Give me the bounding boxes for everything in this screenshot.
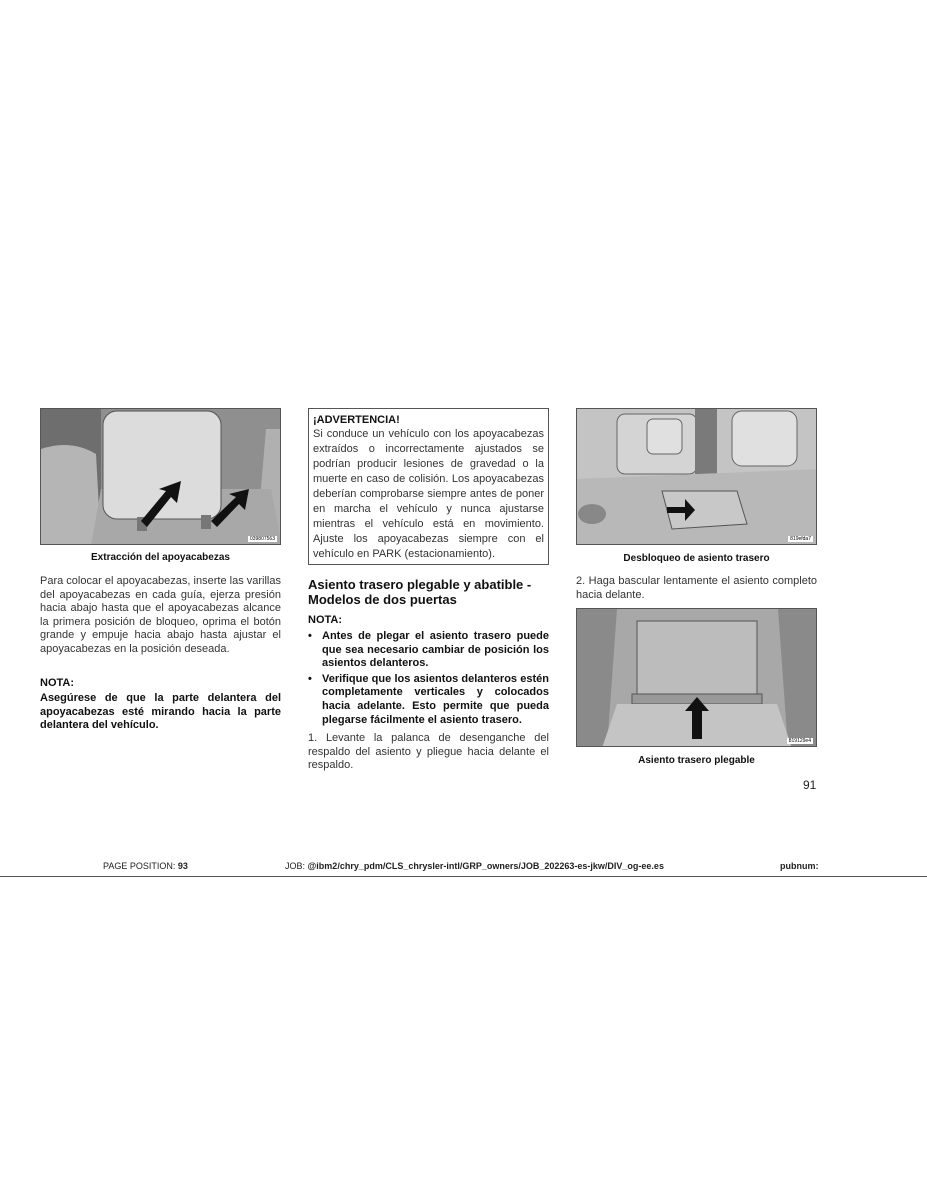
headrest-removal-figure (40, 408, 281, 545)
rear-seat-unlock-figure (576, 408, 817, 545)
section-title: Asiento trasero plegable y abatible - Modelos de dos puertas (308, 577, 532, 607)
bullet-text: Verifique que los asientos delanteros estén completamente verticales y colocados hacia adelante. Esto permite que pueda plegarse fácilmente el asiento trasero. (322, 672, 549, 726)
headrest-illustration (41, 409, 281, 545)
bullet-item: • Verifique que los asientos delanteros estén completamente verticales y colocados hacia adelante. Esto permite que pueda plegarse fácilmente el asiento trasero. (308, 672, 549, 726)
page-number: 91 (803, 778, 817, 792)
bullet-list (308, 630, 549, 729)
rear-seat-folded-illustration (577, 609, 817, 747)
step-1-text: 1. Levante la palanca de desenganche del respaldo del asiento y pliegue hacia delante el respaldo. (308, 732, 549, 772)
rear-seat-unlock-caption: Desbloqueo de asiento trasero (623, 553, 770, 564)
footer-job (285, 861, 664, 871)
job-value: @ibm2/chry_pdm/CLS_chrysler-intl/GRP_owners/JOB_202263-es-jkw/DIV_og-ee.es (307, 861, 664, 871)
rear-seat-folded-figure (576, 608, 817, 747)
page-position-label: PAGE POSITION: (103, 861, 176, 871)
middle-note-label: NOTA: (308, 614, 343, 626)
job-label: JOB: (285, 861, 306, 871)
figure-code: 039807563 (249, 536, 275, 542)
bullet-text: Antes de plegar el asiento trasero puede que sea necesario cambiar de posición los asientos delanteros. (322, 630, 549, 670)
footer-pubnum (780, 861, 819, 871)
headrest-removal-caption: Extracción del apoyacabezas (91, 552, 230, 563)
bullet-item: • Antes de plegar el asiento trasero puede que sea necesario cambiar de posición los asientos delanteros. (308, 630, 549, 670)
rear-seat-unlock-illustration (577, 409, 817, 545)
footer-rule (0, 876, 927, 877)
warning-box (308, 408, 549, 565)
footer-page-position (103, 861, 188, 871)
figure-code: 819129e4 (788, 738, 811, 744)
figure-code: 819efda7 (790, 536, 811, 542)
page-position-value: 93 (177, 861, 188, 871)
headrest-install-paragraph: Para colocar el apoyacabezas, inserte las varillas del apoyacabezas en cada guía, ejerza presión hacia abajo hasta que el apoyacabezas alcance la primera posición de bloqueo, oprima el botón grande y empuje hacia abajo hasta ajustar el apoyacabezas en la posición deseada. (40, 575, 281, 655)
note-label: NOTA: (40, 677, 75, 689)
step-2-text: 2. Haga bascular lentamente el asiento completo hacia delante. (576, 575, 817, 601)
rear-seat-folded-caption: Asiento trasero plegable (638, 755, 755, 766)
warning-title: ¡ADVERTENCIA! (313, 414, 400, 426)
warning-text: Si conduce un vehículo con los apoyacabezas extraídos o incorrectamente ajustados se podrían producir lesiones de gravedad o la muerte en caso de colisión. Los apoyacabezas deberían comprobarse siempre antes de poner en marcha el vehículo y nunca ajustarse mientras el vehículo está en movimiento. Ajuste los apoyacabezas siempre con el vehículo en PARK (estacionamiento). (313, 428, 544, 560)
note-text: Asegúrese de que la parte delantera del apoyacabezas esté mirando hacia la parte delantera del vehículo. (40, 692, 281, 732)
pubnum-label: pubnum: (780, 861, 819, 871)
